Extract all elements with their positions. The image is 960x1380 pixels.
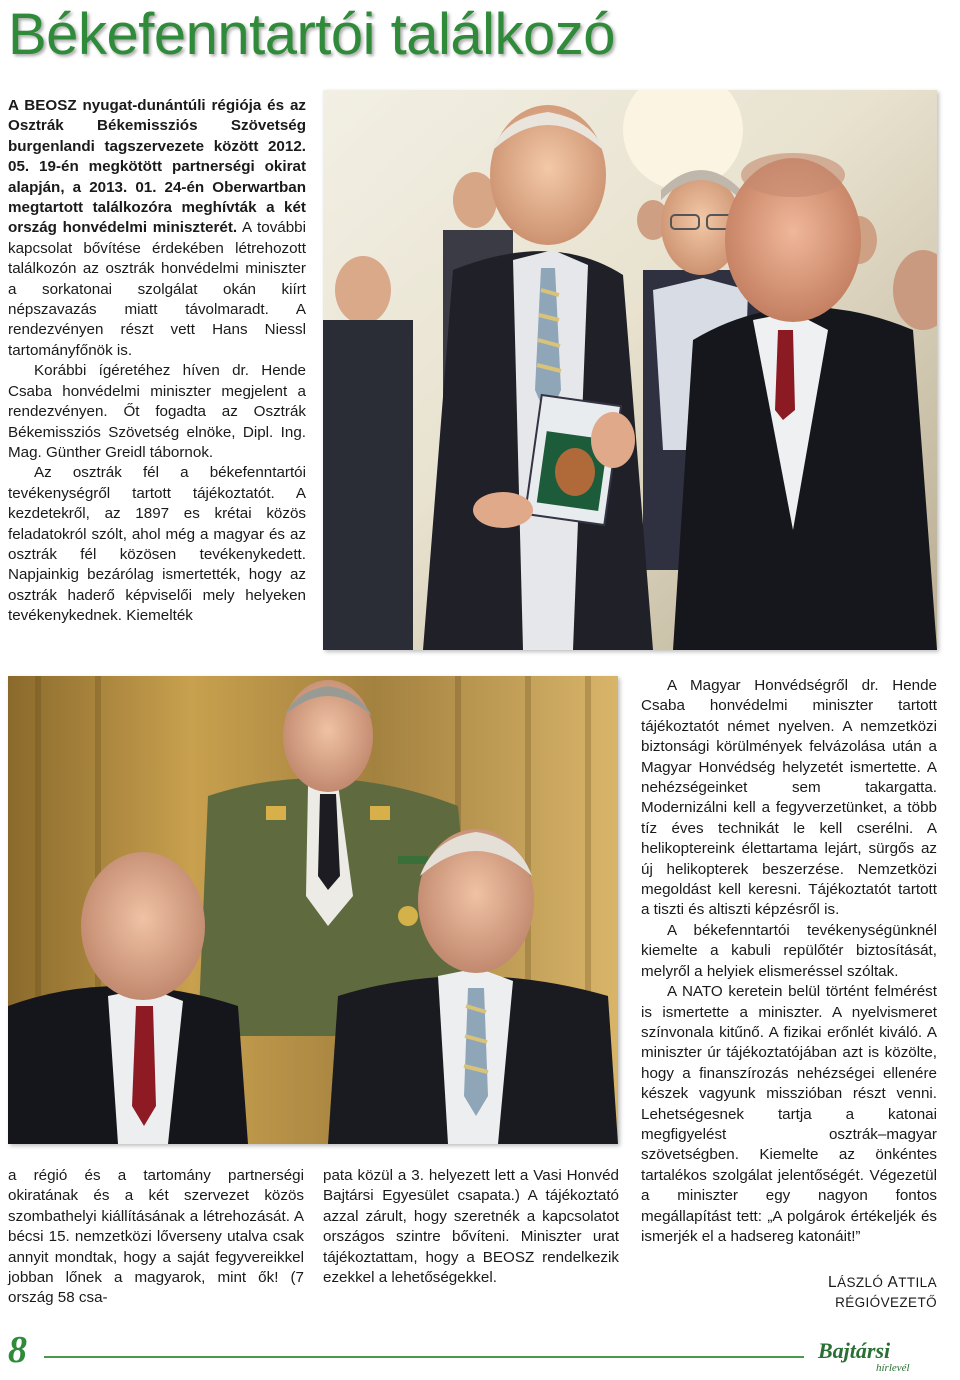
publication-logo — [818, 1338, 953, 1378]
photo-medal-presentation — [323, 90, 937, 650]
footer-divider — [44, 1356, 804, 1358]
logo-name: Bajtársi — [818, 1338, 891, 1363]
article-column-right — [641, 676, 937, 1247]
logo-subtitle: hírlevél — [876, 1362, 910, 1374]
photo-officials — [8, 676, 618, 1144]
paragraph: A Magyar Honvédségről dr. Hende Csaba honvédelmi miniszter tartott tájékoztatót német nyelven. A nemzetközi biztonsági körülmények felvázolása után a Magyar Honvédség helyzetét ismertette. A nehézségeinket sem takargatta. Modernizálni kell a fegyverzetünket, a több tíz éves technikát le kell cserélni. A helikoptereink élettartama lejárt, sürgős az új helikopterek beszerzése. Nemzetközi megoldást kell keresni. Tájékoztatót tartott a tiszti és altiszti képzésről is. — [641, 677, 937, 919]
paragraph: Az osztrák fél a békefenntartói tevékenységről tartott tájékoztatót. A kezdetekről, az 1897 es krétai közös feladatokról szólt, ahol még a magyar és az osztrák fél közösen tevékenykedett. Napjainkig bezárólag ismertették, hogy az osztrák haderő képviselői mely helyeken tevékenykednek. Kiemelték — [8, 464, 306, 625]
paragraph: pata közül a 3. helyezett lett a Vasi Honvéd Bajtársi Egyesület csapata.) A tájékoztató azzal zárult, hogy szeretnék a kapcsolatot országos szintre bővíteni. Miniszter urat tájékoztattam, hogy a BEOSZ rendelkezik ezekkel a lehetőségekkel. — [323, 1167, 619, 1287]
lead-text: A BEOSZ nyugat-dunántúli régiója és az Osztrák Békemissziós Szövetség burgenlandi tagszervezete között 2012. 05. 19-én megkötött partnerségi okirat alapján, a 2013. 01. 24-én Oberwartban megtartott találkozóra meghívták a két ország honvédelmi miniszterét. — [8, 97, 306, 237]
page-number: 8 — [8, 1329, 27, 1371]
paragraph-text: A további kapcsolat bővítése érdekében létrehozott találkozón az osztrák honvédelmi miniszter a sorkatonai szolgálat okán kiírt népszavazás miatt távolmaradt. A rendezvényen részt vett Hans Niessl tartományfőnök is. — [8, 219, 306, 359]
article-column-left-bottom — [8, 1166, 304, 1309]
paragraph: A békefenntartói tevékenységünknél kiemelte a kabuli repülőtér biztosítását, melyről a helyiek elismeréssel szóltak. — [641, 921, 937, 980]
paragraph: Korábbi ígéretéhez híven dr. Hende Csaba honvédelmi miniszter megjelent a rendezvényen. Őt fogadta az Osztrák Békemissziós Szövetség elnöke, Dipl. Ing. Mag. Günther Greidl tábornok. — [8, 362, 306, 461]
article-column-left — [8, 96, 306, 627]
paragraph: A NATO keretein belül történt felmérést is ismertette a miniszter. A nyelvismeret színvonala kitűnő. A fizikai erőnlét kiváló. A miniszter úr tájékoztatójában azt is közölte, hogy a finanszírozás nehézségei ellenére készek vagyunk misszióban részt venni. Lehetségesnek tartja a katonai megfigyelést osztrák–magyar szövetségben. Kiemelte az önkéntes tartalékos szolgálat jelentőségét. Végezetül a miniszter egy nagyon fontos megállapítást tett: „A polgárok értékeljék és ismerjék el a hadsereg katonáit!” — [641, 983, 937, 1245]
author-signature — [700, 1273, 937, 1313]
page-title: Békefenntartói találkozó — [8, 2, 616, 67]
paragraph: a régió és a tartomány partnerségi okiratának és a két szervezet közös szombathelyi kiállításának a létrehozását. A bécsi 15. nemzetközi lőverseny utalva csak annyit mondtak, hogy a saját fegyvereikkel jobban lőnek a magyarok, mint ők! (7 ország 58 csa- — [8, 1167, 304, 1307]
author-role: RÉGIÓVEZETŐ — [835, 1295, 937, 1310]
author-name: LÁSZLÓ ATTILA — [828, 1274, 937, 1291]
lead-paragraph — [8, 96, 306, 361]
article-column-middle-bottom — [323, 1166, 619, 1288]
